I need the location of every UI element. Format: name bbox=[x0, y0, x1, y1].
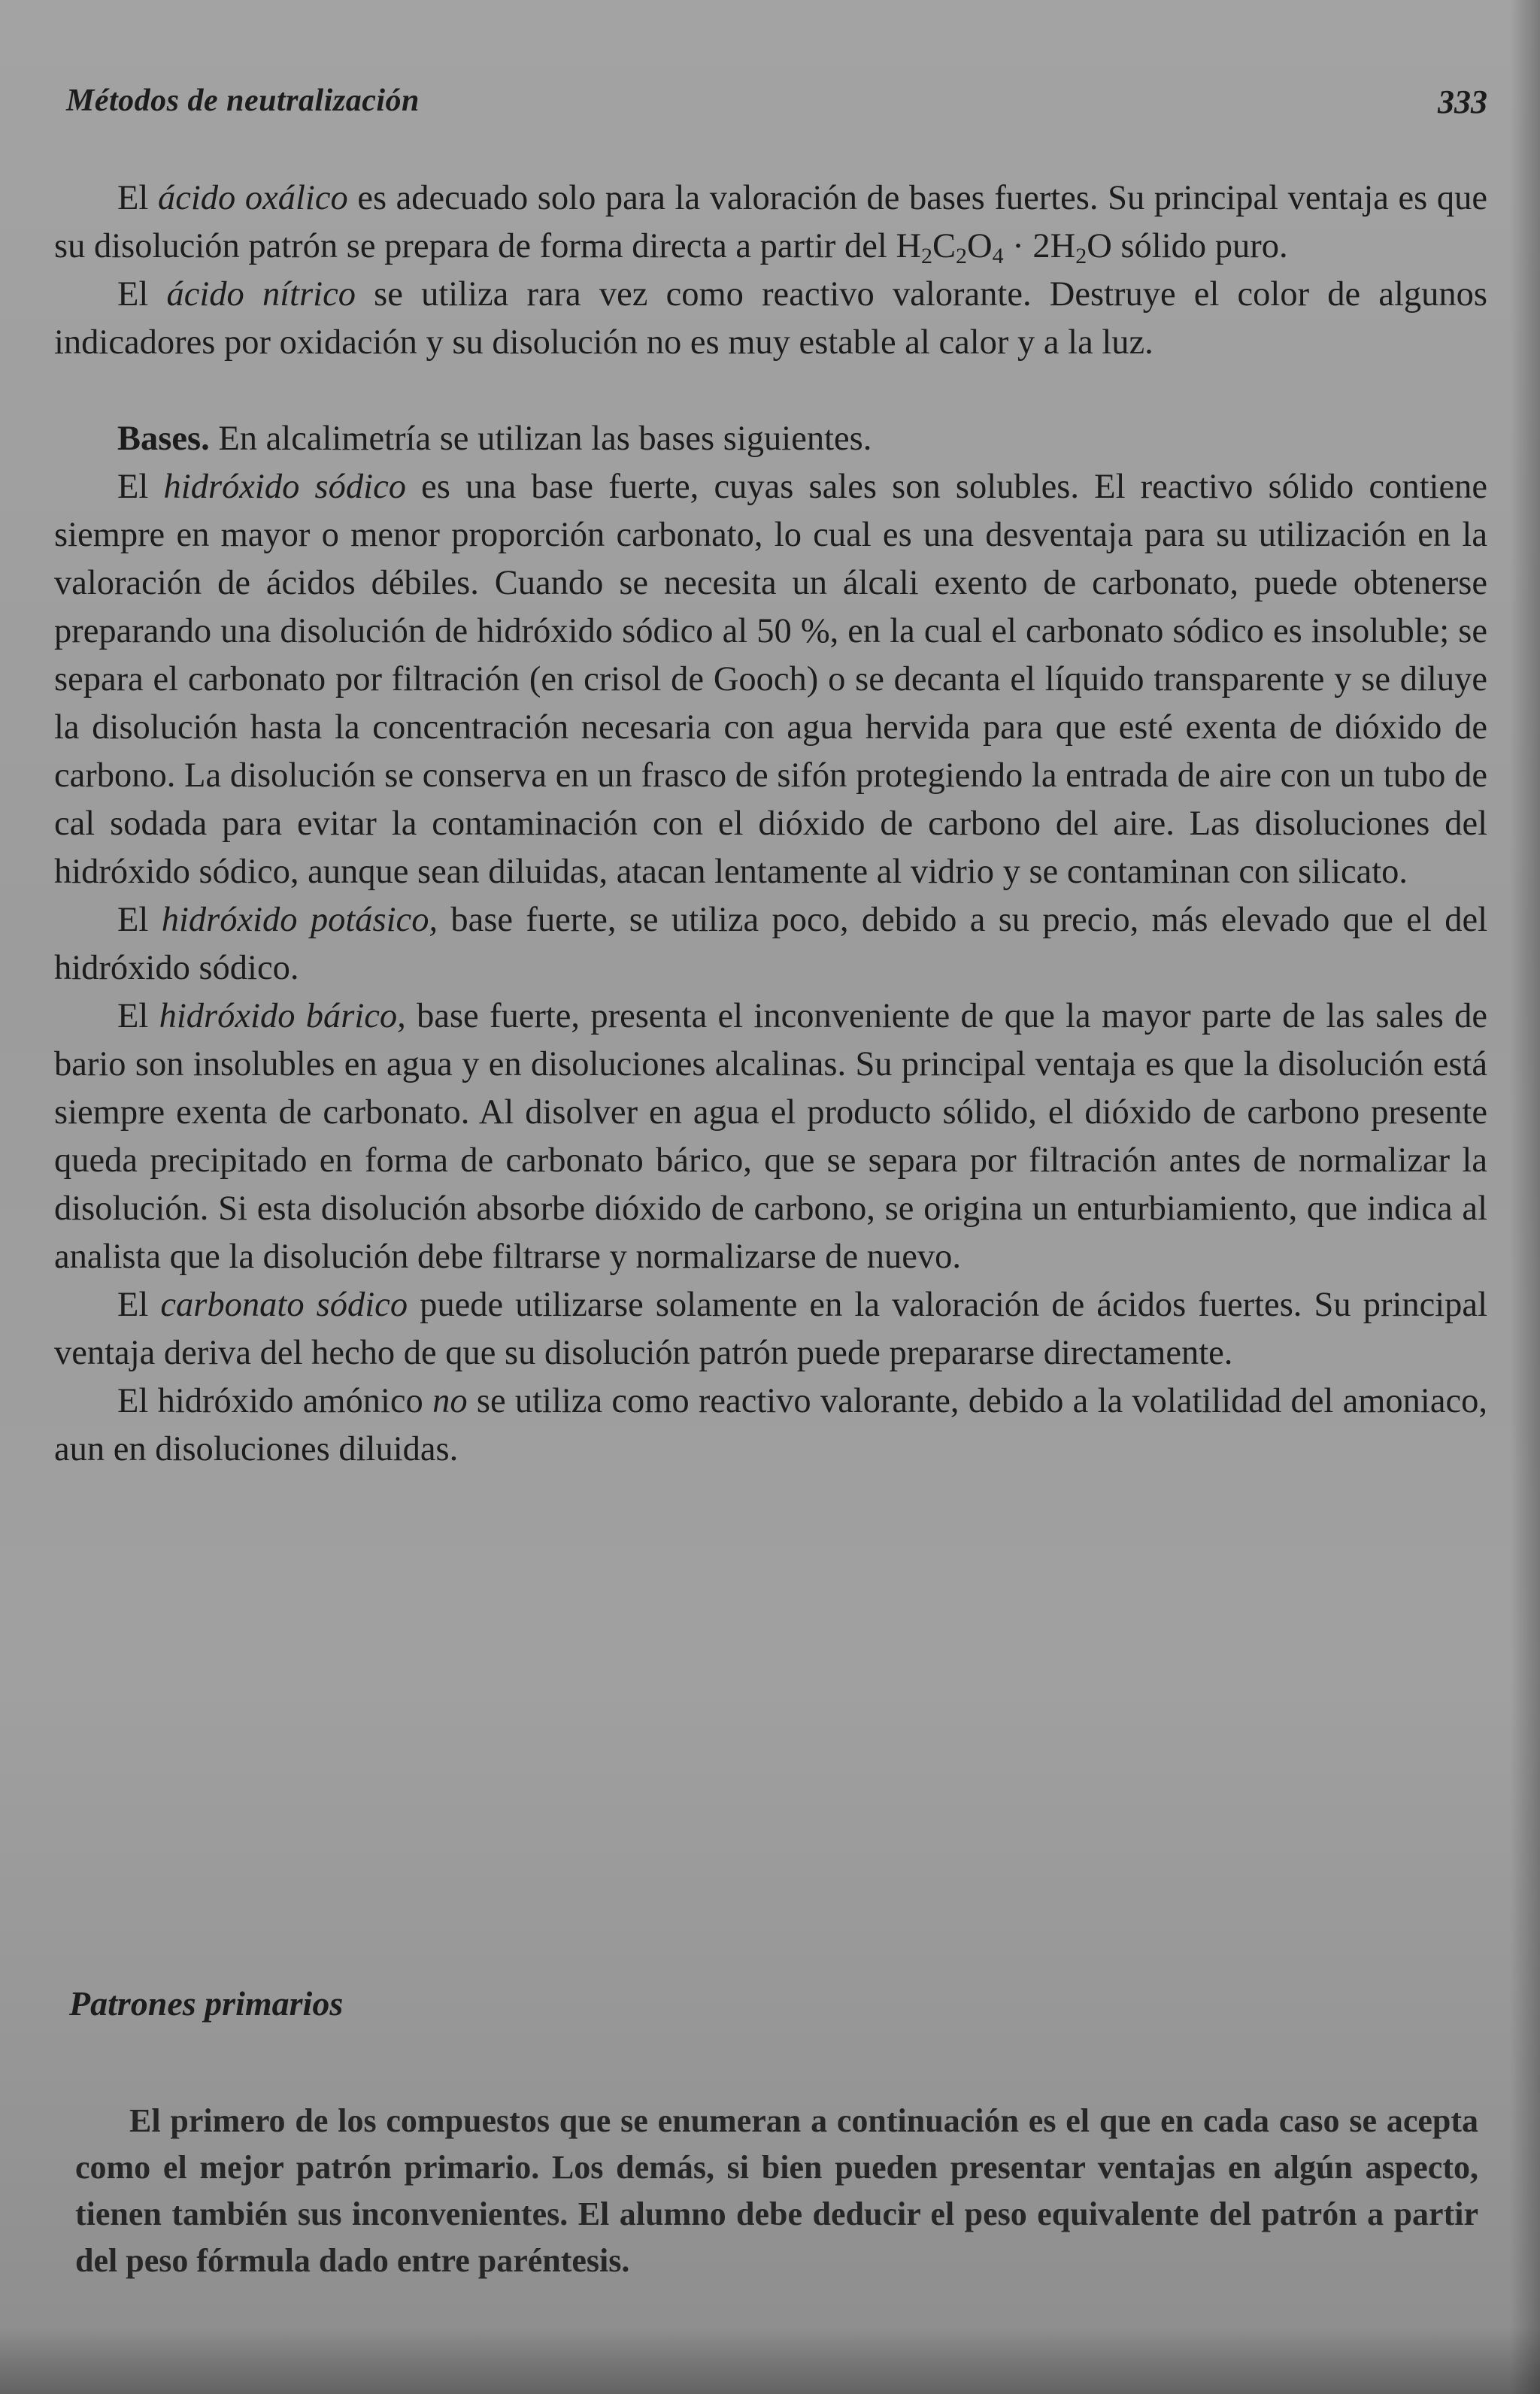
formula-subscript: 2 bbox=[956, 244, 968, 268]
page-shadow-right bbox=[1510, 0, 1540, 2394]
formula-symbol: C bbox=[932, 227, 956, 265]
formula-symbol: · 2H bbox=[1003, 227, 1076, 265]
formula-subscript: 4 bbox=[992, 244, 1004, 268]
paragraph-ammonium-hydroxide bbox=[54, 1377, 1487, 1474]
formula-subscript: 2 bbox=[1075, 244, 1087, 268]
text: se utiliza rara vez como reactivo valorante. Destruye el color de algunos indicadores por oxidación y su disolución no es muy estable al calor y a la luz. bbox=[54, 275, 1487, 362]
text: sólido puro. bbox=[1111, 227, 1288, 265]
running-head: Métodos de neutralización bbox=[66, 83, 420, 118]
term-potassium-hydroxide: hidróxido potásico, bbox=[161, 901, 438, 939]
oxalic-acid-formula bbox=[896, 227, 1112, 268]
formula-subscript: 2 bbox=[921, 244, 933, 268]
text: se utiliza como reactivo valorante, debido a la volatilidad del amoniaco, aun en disoluciones diluidas. bbox=[54, 1382, 1488, 1468]
paragraph-nitric-acid bbox=[54, 271, 1487, 367]
paragraph-barium-hydroxide bbox=[54, 992, 1487, 1281]
body-text bbox=[54, 174, 1487, 1474]
text: base fuerte, presenta el inconveniente de que la mayor parte de las sales de bario son insolubles en agua y en disoluciones alcalinas. Su principal ventaja es que la disolución está siempre exenta de carbonato. Al disolver en agua el producto sólido, el dióxido de carbono presente queda precipitado en forma de carbonato bárico, que se separa por filtración antes de normalizar la disolución. Si esta disolución absorbe dióxido de carbono, se origina un enturbiamiento, que indica al analista que la disolución debe filtrarse y normalizarse de nuevo. bbox=[54, 997, 1487, 1276]
term-oxalic-acid: ácido oxálico bbox=[157, 179, 348, 217]
formula-symbol: O bbox=[967, 227, 993, 265]
text: es una base fuerte, cuyas sales son solubles. El reactivo sólido contiene siempre en mayor o menor proporción carbonato, lo cual es una desventaja para su utilización en la valoración de ácidos débiles. Cuando se necesita un álcali exento de carbonato, puede obtenerse preparando una disolución de hidróxido sódico al 50 %, en la cual el carbonato sódico es insoluble; se separa el carbonato por filtración (en crisol de Gooch) o se decanta el líquido transparente y se diluye la disolución hasta la concentración necesaria con agua hervida para que esté exenta de dióxido de carbono. La disolución se conserva en un frasco de sifón protegiendo la entrada de aire con un tubo de cal sodada para evitar la contaminación con el dióxido de carbono del aire. Las disoluciones del hidróxido sódico, aunque sean diluidas, atacan lentamente al vidrio y se contaminan con silicato. bbox=[54, 468, 1488, 891]
term-barium-hydroxide: hidróxido bárico, bbox=[159, 997, 406, 1035]
text: es adecuado solo para la valoración de bases fuertes. Su principal ventaja es que su disolución patrón se prepara de forma directa a partir del bbox=[54, 179, 1487, 265]
paragraph-sodium-hydroxide bbox=[54, 463, 1487, 896]
text: El bbox=[117, 997, 159, 1035]
bases-lead: Bases. bbox=[117, 420, 210, 458]
text: base fuerte, se utiliza poco, debido a su precio, más elevado que el del hidróxido sódico. bbox=[54, 901, 1488, 987]
page-header bbox=[66, 83, 1487, 128]
text: El hidróxido amónico bbox=[117, 1382, 433, 1420]
text: El bbox=[117, 468, 164, 506]
text: El bbox=[117, 1286, 161, 1324]
section-intro bbox=[75, 2098, 1478, 2284]
paragraph-primary-standards-intro: El primero de los compuestos que se enumeran a continuación es el que en cada caso se acepta como el mejor patrón primario. Los demás, si bien pueden presentar ventajas en algún aspecto, tienen también sus inconvenientes. El alumno debe deducir el peso equivalente del patrón a partir del peso fórmula dado entre paréntesis. bbox=[75, 2102, 1478, 2279]
term-no: no bbox=[432, 1382, 468, 1420]
paragraph-sodium-carbonate bbox=[54, 1281, 1487, 1377]
formula-symbol: O bbox=[1087, 227, 1112, 265]
text: puede utilizarse solamente en la valoración de ácidos fuertes. Su principal ventaja deriva del hecho de que su disolución patrón puede prepararse directamente. bbox=[54, 1286, 1487, 1372]
formula-symbol: H bbox=[896, 227, 922, 265]
paragraph-oxalic-acid bbox=[54, 174, 1487, 271]
text: En alcalimetría se utilizan las bases siguientes. bbox=[209, 420, 872, 458]
term-nitric-acid: ácido nítrico bbox=[166, 275, 356, 314]
text: El bbox=[117, 275, 167, 314]
term-sodium-carbonate: carbonato sódico bbox=[160, 1286, 408, 1324]
text: El bbox=[117, 179, 158, 217]
paragraph-potassium-hydroxide bbox=[54, 896, 1487, 992]
paragraph-bases-heading bbox=[54, 415, 1487, 463]
text: El bbox=[117, 901, 162, 939]
term-sodium-hydroxide: hidróxido sódico bbox=[163, 468, 406, 506]
page-shadow-bottom bbox=[0, 2326, 1540, 2394]
page-number: 333 bbox=[1438, 83, 1487, 120]
section-title: Patrones primarios bbox=[69, 1984, 344, 2023]
